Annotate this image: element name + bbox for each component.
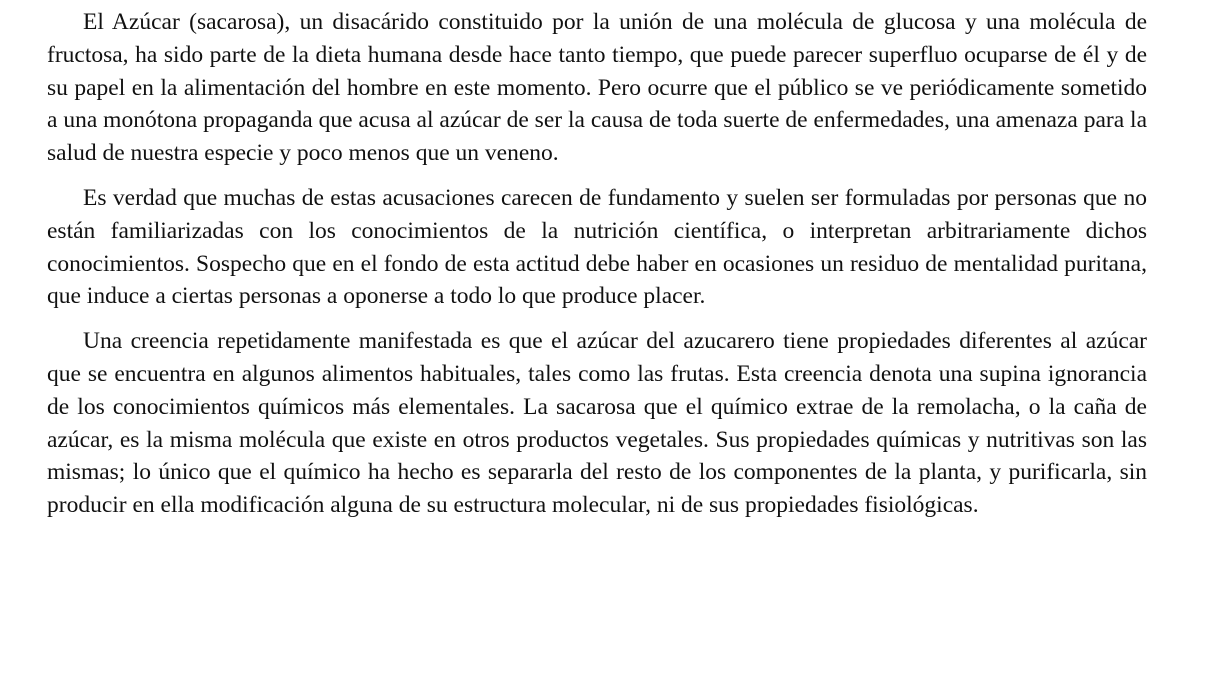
truncated-next-line bbox=[47, 670, 1147, 690]
paragraph-3: Una creencia repetidamente manifestada es que el azúcar del azucarero tiene propiedades diferentes al azúcar que se encuentra en algunos alimentos habituales, tales como las frutas. Esta creencia denota una supina ignorancia de los conocimientos químicos más elementales. La sacarosa que el químico extrae de la remolacha, o la caña de azúcar, es la misma molécula que existe en otros productos vegetales. Sus propiedades químicas y nutritivas son las mismas; lo único que el químico ha hecho es separarla del resto de los componentes de la planta, y purificarla, sin producir en ella modificación alguna de su estructura molecular, ni de sus propiedades fisiológicas. bbox=[47, 328, 1147, 519]
document-body bbox=[47, 6, 1147, 522]
paragraph-1: El Azúcar (sacarosa), un disacárido constituido por la unión de una molécula de glucosa y una molécula de fructosa, ha sido parte de la dieta humana desde hace tanto tiempo, que puede parecer superfluo ocuparse de él y de su papel en la alimentación del hombre en este momento. Pero ocurre que el público se ve periódicamente sometido a una monótona propaganda que acusa al azúcar de ser la causa de toda suerte de enfermedades, una amenaza para la salud de nuestra especie y poco menos que un veneno. bbox=[47, 9, 1147, 167]
paragraph-2: Es verdad que muchas de estas acusaciones carecen de fundamento y suelen ser formuladas por personas que no están familiarizadas con los conocimientos de la nutrición científica, o interpretan arbitrariamente dichos conocimientos. Sospecho que en el fondo de esta actitud debe haber en ocasiones un residuo de mentalidad puritana, que induce a ciertas personas a oponerse a todo lo que produce placer. bbox=[47, 184, 1147, 310]
